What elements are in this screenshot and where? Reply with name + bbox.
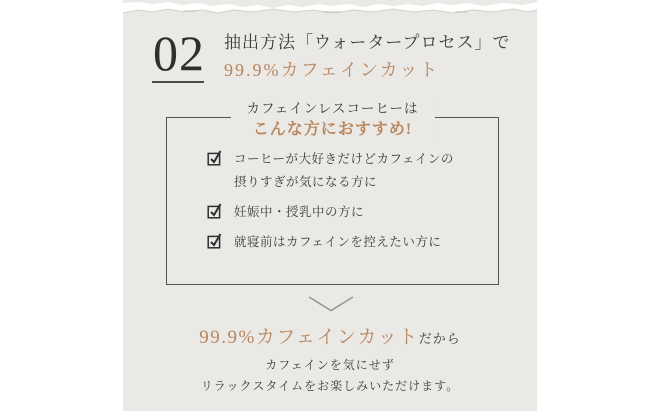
recommend-box	[166, 101, 499, 285]
checklist-item-text: 妊娠中・授乳中の方に	[234, 205, 365, 219]
checked-checkbox-icon	[207, 150, 223, 166]
section-number-underline	[152, 81, 204, 83]
section-title: 抽出方法「ウォータープロセス」で	[224, 33, 511, 52]
torn-paper-panel	[123, 0, 537, 411]
recommend-box-heading	[230, 100, 434, 140]
recommend-box-heading-line1: カフェインレスコーヒーは	[246, 101, 419, 116]
conclusion-highlight: 99.9%カフェインカット	[199, 327, 419, 348]
conclusion-block	[123, 326, 537, 395]
checked-checkbox-icon	[207, 203, 223, 219]
checklist-item-text: 就寝前はカフェインを控えたい方に	[234, 235, 442, 249]
section-header	[224, 31, 510, 82]
conclusion-line1	[123, 326, 537, 351]
chevron-down-icon	[307, 295, 355, 313]
checklist-item-text: コーヒーが大好きだけどカフェインの 摂りすぎが気になる方に	[234, 152, 454, 189]
conclusion-suffix: だから	[418, 331, 461, 346]
conclusion-line3: リラックスタイムをお楽しみいただけます。	[200, 379, 460, 393]
checklist-item	[207, 201, 364, 224]
conclusion-line2: カフェインを気にせず	[265, 358, 395, 372]
checked-checkbox-icon	[207, 233, 223, 249]
checklist-item	[207, 231, 441, 254]
recommend-box-heading-line2: こんな方におすすめ!	[252, 121, 413, 138]
checklist-item	[207, 148, 454, 194]
section-subtitle: 99.9%カフェインカット	[224, 60, 440, 80]
section-number: 02	[153, 25, 205, 81]
